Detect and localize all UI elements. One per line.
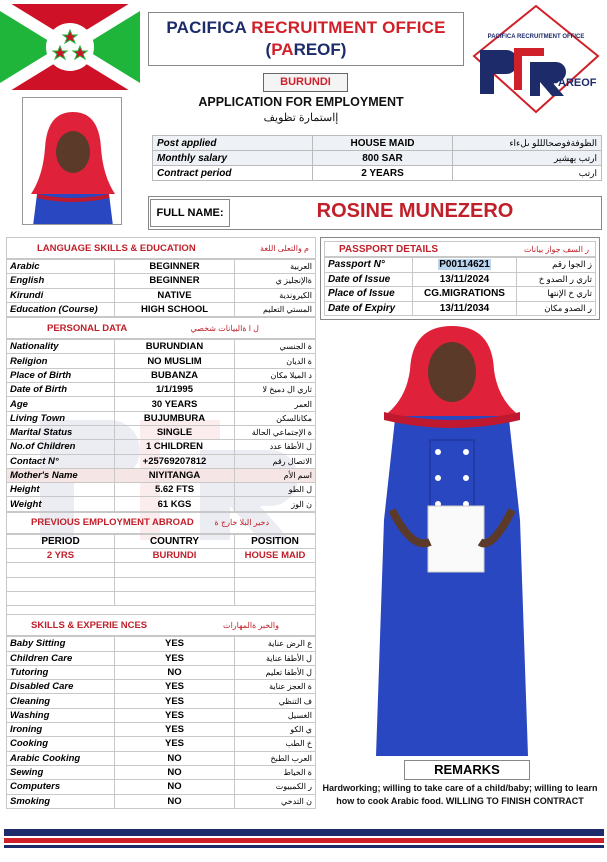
table-row — [7, 680, 316, 694]
row-label: Tutoring — [7, 665, 115, 679]
table-row — [7, 780, 316, 794]
footer-bar-red — [4, 838, 604, 843]
row-value: NO — [115, 765, 235, 779]
passport-details-box — [320, 237, 600, 320]
row-label: Passport N° — [325, 258, 413, 273]
row-label: Education (Course) — [7, 302, 115, 316]
row-value: 1 CHILDREN — [115, 440, 235, 454]
row-value: BUJUMBURA — [115, 411, 235, 425]
row-arabic: ل الأطفا عناية — [235, 651, 316, 665]
row-value: YES — [115, 637, 235, 651]
row-value: NO — [115, 665, 235, 679]
table-row — [7, 637, 316, 651]
table-row — [7, 694, 316, 708]
contract-arabic: ارتب — [453, 166, 602, 181]
personal-heading: PERSONAL DATA — [47, 322, 128, 334]
row-value: 1/1/1995 — [115, 383, 235, 397]
row-arabic: ر الكمبيوت — [235, 780, 316, 794]
table-row — [7, 454, 316, 468]
row-value: SINGLE — [115, 425, 235, 439]
row-value: BEGINNER — [115, 274, 235, 288]
row-arabic: تاري ال دميخ لا — [235, 383, 316, 397]
previous-heading: PREVIOUS EMPLOYMENT ABROAD — [31, 517, 194, 529]
language-heading: LANGUAGE SKILLS & EDUCATION — [37, 242, 196, 254]
row-arabic: المستي التعليم — [235, 302, 316, 316]
row-label: Weight — [7, 497, 115, 511]
row-arabic: العرب الطبخ — [235, 751, 316, 765]
row-value: 13/11/2024 — [413, 272, 517, 287]
table-row — [7, 354, 316, 368]
row-label: English — [7, 274, 115, 288]
previous-employment-table — [6, 534, 316, 606]
table-row — [325, 258, 596, 273]
table-row — [7, 302, 316, 316]
table-row — [7, 397, 316, 411]
remarks-title: REMARKS — [404, 760, 530, 780]
passport-header — [324, 241, 596, 257]
row-label: Living Town — [7, 411, 115, 425]
row-value: NO MUSLIM — [115, 354, 235, 368]
applicant-portrait — [22, 97, 122, 225]
row-value: 13/11/2034 — [413, 301, 517, 316]
row-arabic: الاتصال رقم — [235, 454, 316, 468]
row-arabic: العمر — [235, 397, 316, 411]
table-row — [7, 577, 316, 591]
row-arabic: ل الأطفا تعليم — [235, 665, 316, 679]
table-row — [7, 340, 316, 354]
row-label: Ironing — [7, 723, 115, 737]
row-label: Date of Expiry — [325, 301, 413, 316]
row-value: NO — [115, 794, 235, 808]
row-label: Date of Birth — [7, 383, 115, 397]
language-table — [6, 259, 316, 317]
application-title: APPLICATION FOR EMPLOYMENT — [198, 95, 404, 109]
row-arabic: ن التدخي — [235, 794, 316, 808]
row-arabic: ي الكو — [235, 723, 316, 737]
row-arabic: ة الخياط — [235, 765, 316, 779]
row-label: Religion — [7, 354, 115, 368]
row-label: Disabled Care — [7, 680, 115, 694]
table-row — [7, 274, 316, 288]
burundi-flag — [0, 4, 140, 90]
table-row — [325, 272, 596, 287]
row-arabic: ع الرض عناية — [235, 637, 316, 651]
office-acronym: (PAREOF) — [265, 40, 347, 59]
table-row — [7, 563, 316, 577]
row-value: 30 YEARS — [115, 397, 235, 411]
remarks-text: Hardworking; willing to take care of a child/baby; willing to learn how to cook Arabic food. WILLING TO FINISH CONTRACT — [322, 783, 598, 806]
row-label: Smoking — [7, 794, 115, 808]
row-value: NO — [115, 780, 235, 794]
previous-section-header — [6, 512, 316, 534]
table-row — [7, 497, 316, 511]
row-label: Height — [7, 483, 115, 497]
personal-section-header — [6, 317, 316, 339]
post-value: HOUSE MAID — [313, 136, 453, 151]
personal-heading-arabic: ل ا ةالبيانات شخصي — [190, 323, 259, 333]
skills-heading: SKILLS & EXPERIE NCES — [31, 619, 148, 631]
table-row — [7, 368, 316, 382]
row-label: Nationality — [7, 340, 115, 354]
row-value: 61 KGS — [115, 497, 235, 511]
logo-top-text: PACIFICA RECRUITMENT OFFICE — [487, 34, 585, 40]
row-arabic: ل الطو — [235, 483, 316, 497]
row-value: YES — [115, 694, 235, 708]
row-label: Arabic — [7, 260, 115, 274]
full-name-value: ROSINE MUNEZERO — [316, 200, 514, 222]
row-value: YES — [115, 651, 235, 665]
column-header: COUNTRY — [115, 534, 235, 548]
row-value: BUBANZA — [115, 368, 235, 382]
table-row — [7, 723, 316, 737]
row-arabic: اسم الأم — [235, 468, 316, 482]
contract-label: Contract period — [153, 166, 313, 181]
passport-number: P00114621 — [439, 259, 490, 271]
table-row — [7, 651, 316, 665]
column-header: PERIOD — [7, 534, 115, 548]
salary-value: 800 SAR — [313, 151, 453, 166]
cell: 2 YRS — [7, 549, 115, 563]
previous-heading-arabic: دخير البلا خارج ة — [214, 518, 269, 528]
skills-table — [6, 636, 316, 809]
country-badge: BURUNDI — [263, 73, 348, 92]
row-arabic: الكيروندية — [235, 288, 316, 302]
table-row — [325, 287, 596, 302]
row-label: Kirundi — [7, 288, 115, 302]
row-arabic: ة الإجتماعي الحالة — [235, 425, 316, 439]
row-arabic: ة الجنسي — [235, 340, 316, 354]
row-label: Age — [7, 397, 115, 411]
table-row — [7, 260, 316, 274]
language-section-header — [6, 237, 316, 259]
row-arabic: ز الجوا رقم — [517, 258, 596, 273]
row-arabic: مكانالسكن — [235, 411, 316, 425]
row-value — [413, 258, 517, 273]
table-row — [7, 737, 316, 751]
table-row — [7, 665, 316, 679]
row-arabic: تاري خ الإنتها — [517, 287, 596, 302]
footer-bar-navy-thin — [4, 845, 604, 848]
row-label: Cleaning — [7, 694, 115, 708]
row-label: Date of Issue — [325, 272, 413, 287]
personal-table — [6, 339, 316, 512]
row-value: +25769207812 — [115, 454, 235, 468]
row-arabic: ر الصدو مكان — [517, 301, 596, 316]
row-arabic: تاري ر الصدو خ — [517, 272, 596, 287]
row-value: YES — [115, 680, 235, 694]
row-arabic: الغسيل — [235, 708, 316, 722]
row-arabic: خ الطب — [235, 737, 316, 751]
table-row — [7, 794, 316, 808]
salary-row — [153, 151, 602, 166]
applicant-full-photo — [352, 320, 552, 756]
row-value: NO — [115, 751, 235, 765]
table-row — [7, 288, 316, 302]
row-label: Washing — [7, 708, 115, 722]
row-value: BURUNDIAN — [115, 340, 235, 354]
row-label: Sewing — [7, 765, 115, 779]
logo-name: PAREOF — [551, 77, 597, 89]
row-arabic: ن الوز — [235, 497, 316, 511]
passport-heading: PASSPORT DETAILS — [339, 243, 439, 255]
row-label: Marital Status — [7, 425, 115, 439]
row-value: YES — [115, 708, 235, 722]
salary-arabic: ارتب يهشير — [453, 151, 602, 166]
row-arabic: ف التنظي — [235, 694, 316, 708]
table-row — [7, 751, 316, 765]
post-arabic: الظوفةفوصحالللو ىلءاء — [453, 136, 602, 151]
language-heading-arabic: م والتعلى اللغة — [260, 243, 309, 253]
row-value: NIYITANGA — [115, 468, 235, 482]
application-title-arabic: إاستمارة تظويف — [263, 112, 339, 124]
row-value: 5.62 FTS — [115, 483, 235, 497]
row-value: YES — [115, 723, 235, 737]
table-row — [7, 425, 316, 439]
table-row — [7, 440, 316, 454]
row-label: Cooking — [7, 737, 115, 751]
pareof-logo — [470, 4, 602, 116]
table-row — [7, 765, 316, 779]
contract-value: 2 YEARS — [313, 166, 453, 181]
table-row — [7, 411, 316, 425]
table-row — [7, 708, 316, 722]
row-label: Place of Issue — [325, 287, 413, 302]
cell: BURUNDI — [115, 549, 235, 563]
row-label: Baby Sitting — [7, 637, 115, 651]
row-arabic: ل الأطفا عدد — [235, 440, 316, 454]
table-row — [7, 483, 316, 497]
passport-heading-arabic: ر السف جواز بيانات — [523, 244, 589, 254]
left-column — [6, 237, 316, 809]
row-arabic: ةالإنجليز ي — [235, 274, 316, 288]
row-value: HIGH SCHOOL — [115, 302, 235, 316]
office-title-box — [148, 12, 464, 66]
row-value: NATIVE — [115, 288, 235, 302]
table-row — [7, 591, 316, 605]
post-label: Post applied — [153, 136, 313, 151]
row-label: Arabic Cooking — [7, 751, 115, 765]
row-label: Contact N° — [7, 454, 115, 468]
table-row — [325, 301, 596, 316]
full-name-label: FULL NAME: — [150, 199, 230, 227]
salary-label: Monthly salary — [153, 151, 313, 166]
row-label: No.of Children — [7, 440, 115, 454]
row-label: Place of Birth — [7, 368, 115, 382]
row-label: Mother's Name — [7, 468, 115, 482]
row-arabic: العربية — [235, 260, 316, 274]
row-arabic: ة العجز عناية — [235, 680, 316, 694]
skills-section-header — [6, 614, 316, 636]
row-label: Children Care — [7, 651, 115, 665]
table-row — [7, 383, 316, 397]
post-details-table — [152, 135, 602, 181]
skills-heading-arabic: والخبر ةالمهارات — [223, 620, 279, 630]
cell: HOUSE MAID — [235, 549, 316, 563]
row-value: BEGINNER — [115, 260, 235, 274]
office-title: PACIFICA RECRUITMENT OFFICE — [166, 18, 446, 37]
table-row — [7, 549, 316, 563]
table-header-row — [7, 534, 316, 548]
row-value: YES — [115, 737, 235, 751]
row-arabic: ة الديان — [235, 354, 316, 368]
column-header: POSITION — [235, 534, 316, 548]
row-arabic: د الميلا مكان — [235, 368, 316, 382]
row-label: Computers — [7, 780, 115, 794]
contract-row — [153, 166, 602, 181]
passport-table — [324, 257, 596, 316]
table-row — [7, 468, 316, 482]
post-row — [153, 136, 602, 151]
row-value: CG.MIGRATIONS — [413, 287, 517, 302]
footer-bar-navy — [4, 829, 604, 836]
